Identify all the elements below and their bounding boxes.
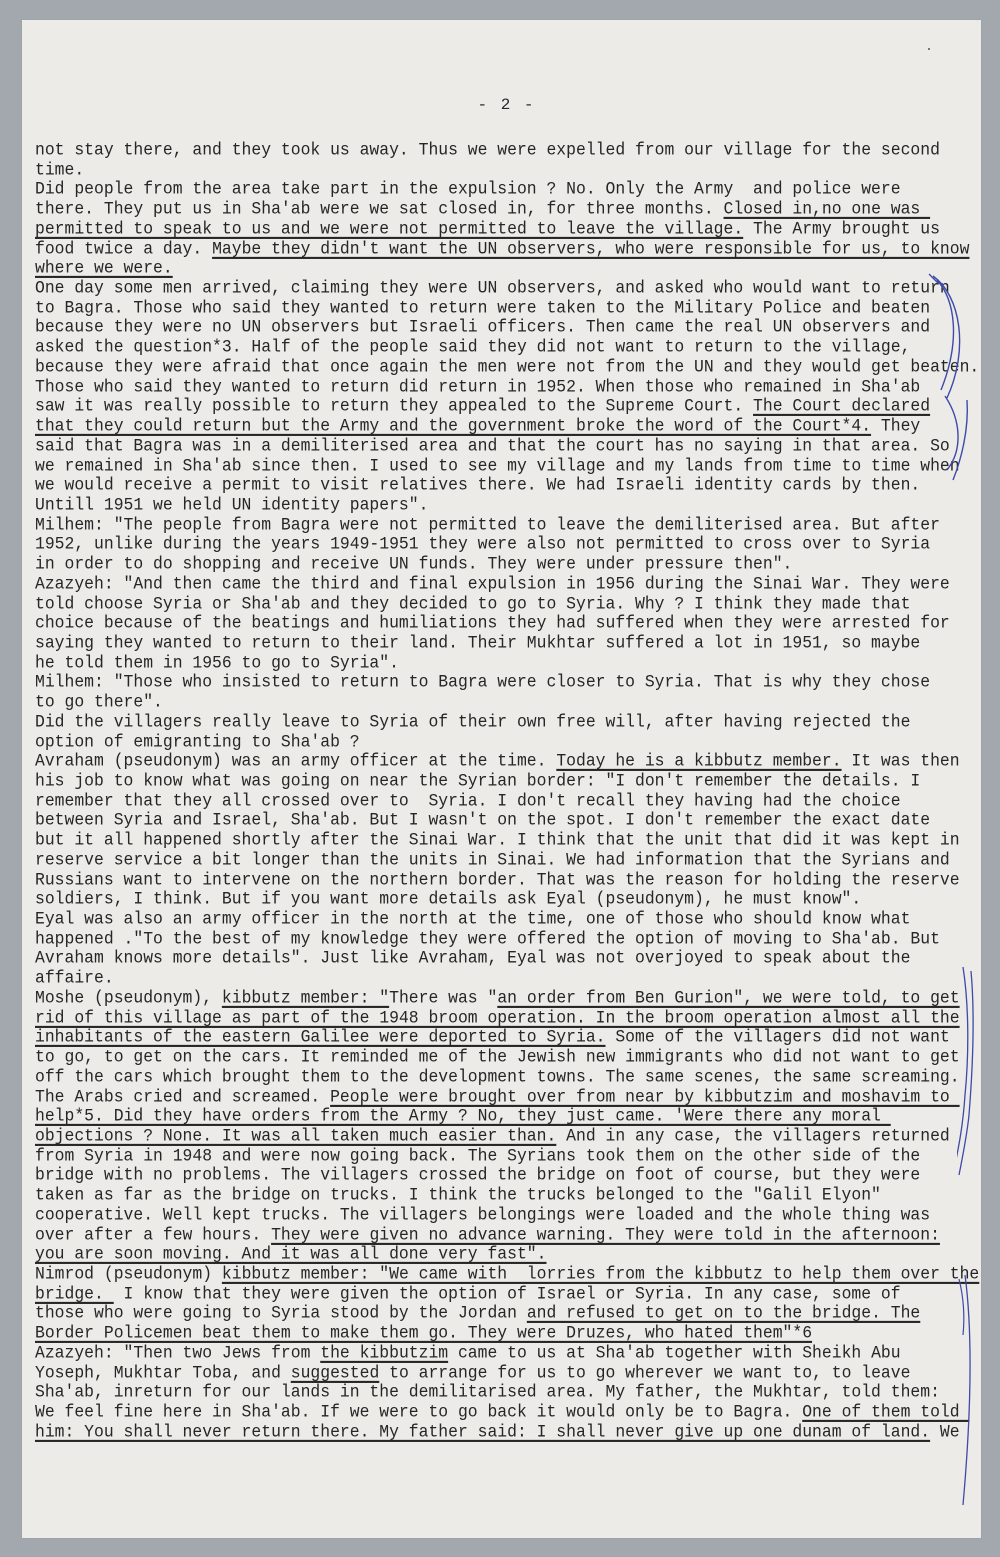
text-segment: It was then bbox=[841, 751, 960, 772]
text-segment: Milhem: "Those who insisted to return to Bagra were closer to Syria. That is why they chose bbox=[35, 672, 931, 693]
text-line bbox=[35, 968, 980, 989]
text-segment: off the cars which brought them to the development towns. The same scenes, the same screaming. bbox=[35, 1066, 960, 1087]
text-line bbox=[35, 396, 980, 417]
underlined-text: help*5. Did they have orders from the Army ? No, they just came. 'Were there any moral bbox=[35, 1106, 891, 1127]
text-line bbox=[35, 1323, 980, 1344]
text-line bbox=[35, 1284, 980, 1305]
text-line bbox=[35, 889, 980, 910]
text-line bbox=[35, 179, 980, 200]
text-segment: saying they wanted to return to their land. Their Mukhtar suffered a lot in 1951, so maybe bbox=[35, 632, 921, 653]
text-segment: asked the question*3. Half of the people said they did not want to return to the village, bbox=[35, 337, 911, 358]
underlined-text: where we were. bbox=[35, 258, 173, 279]
underlined-text: kibbutz member: "We came with lorries from the kibbutz to help them over the bbox=[221, 1263, 980, 1284]
underlined-text: bridge. bbox=[35, 1283, 114, 1304]
text-segment: his job to know what was going on near the Syrian border: "I don't remember the details. I bbox=[35, 771, 921, 791]
text-segment: We feel fine here in Sha'ab. If we were to go back it would only be to Bagra. bbox=[35, 1402, 803, 1422]
underlined-text: the kibbutzim bbox=[320, 1342, 449, 1363]
text-line bbox=[35, 1067, 980, 1088]
text-line bbox=[35, 633, 980, 654]
underlined-text: Today he is a kibbutz member. bbox=[556, 751, 842, 772]
text-line bbox=[35, 515, 980, 536]
speck-mark bbox=[928, 48, 930, 50]
text-segment: to Bagra. Those who said they wanted to return were taken to the Military Police and beaten bbox=[35, 297, 931, 318]
text-line bbox=[35, 870, 980, 891]
text-line bbox=[35, 830, 980, 851]
text-line bbox=[35, 1264, 980, 1285]
text-line bbox=[35, 456, 980, 477]
text-line bbox=[35, 850, 980, 871]
text-line bbox=[35, 594, 980, 615]
text-segment: not stay there, and they took us away. Thus we were expelled from our village for the second bbox=[35, 140, 940, 160]
text-segment: saw it was really possible to return they appealed to the Supreme Court. bbox=[35, 396, 754, 417]
text-line bbox=[35, 909, 980, 930]
text-segment: but it all happened shortly after the Sinai War. I think that the unit that did it was kept in bbox=[35, 830, 960, 851]
text-segment: told choose Syria or Sha'ab and they decided to go to Syria. Why ? I think they made that bbox=[35, 593, 911, 614]
text-line bbox=[35, 1087, 980, 1108]
text-line bbox=[35, 258, 980, 279]
text-line bbox=[35, 239, 980, 260]
text-segment: Russians want to intervene on the northern border. That was the reason for holding the reserve bbox=[35, 869, 960, 890]
text-segment: One day some men arrived, claiming they were UN observers, and asked who would want to return bbox=[35, 278, 950, 298]
text-line bbox=[35, 475, 980, 496]
text-segment: bridge with no problems. The villagers crossed the bridge on foot of course, but they were bbox=[35, 1165, 921, 1186]
text-line bbox=[35, 298, 980, 319]
text-line bbox=[35, 140, 980, 161]
text-line bbox=[35, 377, 980, 398]
text-segment: came to us at Sha'ab together with Sheikh Abu bbox=[448, 1342, 901, 1363]
text-segment: option of emigranting to Sha'ab ? bbox=[35, 731, 360, 752]
underlined-text: objections ? None. It was all taken much easier than. bbox=[35, 1125, 557, 1146]
text-segment: because they were no UN observers but Israeli officers. Then came the real UN observers and bbox=[35, 317, 931, 338]
text-segment: choice because of the beatings and humiliations they had suffered when they were arrested for bbox=[35, 613, 950, 634]
underlined-text: Maybe they didn't want the UN observers, who were responsible for us, to know bbox=[212, 238, 970, 259]
text-line bbox=[35, 732, 980, 753]
text-segment: Sha'ab, inreturn for our lands in the demilitarised area. My father, the Mukhtar, told them: bbox=[35, 1382, 940, 1403]
text-segment: Azazyeh: "And then came the third and final expulsion in 1956 during the Sinai War. They were bbox=[35, 573, 950, 594]
text-line bbox=[35, 1106, 980, 1127]
text-segment: Some of the villagers did not want bbox=[605, 1027, 950, 1048]
text-line bbox=[35, 653, 980, 674]
text-line bbox=[35, 771, 980, 792]
text-line bbox=[35, 1165, 980, 1186]
text-line bbox=[35, 574, 980, 595]
text-segment: Nimrod (pseudonym) bbox=[35, 1263, 222, 1284]
text-segment: we would receive a permit to visit relatives there. We had Israeli identity cards by then. bbox=[35, 475, 921, 496]
underlined-text: Closed in,no one was bbox=[723, 199, 931, 220]
underlined-text: him: You shall never return there. My father said: I shall never give up one dunam of land. bbox=[35, 1421, 931, 1442]
text-segment: to go there". bbox=[35, 692, 163, 713]
text-segment: to go, to get on the cars. It reminded me of the Jewish new immigrants who did not want to get bbox=[35, 1047, 960, 1068]
text-line bbox=[35, 1047, 980, 1068]
underlined-text: One of them told bbox=[802, 1402, 970, 1422]
text-line bbox=[35, 416, 980, 437]
text-segment: Untill 1951 we held UN identity papers". bbox=[35, 494, 429, 515]
text-line bbox=[35, 1027, 980, 1048]
page-number: - 2 - bbox=[477, 96, 536, 114]
underlined-text: permitted to speak to us and we were not permitted to leave the village. bbox=[35, 218, 744, 239]
text-segment: The Arabs cried and screamed. bbox=[35, 1086, 331, 1107]
text-line bbox=[35, 948, 980, 969]
text-line bbox=[35, 751, 980, 772]
text-segment: There was " bbox=[389, 987, 498, 1008]
underlined-text: The Court declared bbox=[753, 396, 931, 417]
document-page bbox=[22, 20, 981, 1538]
text-line bbox=[35, 810, 980, 831]
text-segment: Yoseph, Mukhtar Toba, and bbox=[35, 1362, 291, 1383]
text-line bbox=[35, 1205, 980, 1226]
text-segment: Azazyeh: "Then two Jews from bbox=[35, 1342, 321, 1363]
text-line bbox=[35, 554, 980, 575]
text-segment: Milhem: "The people from Bagra were not permitted to leave the demiliterised area. But after bbox=[35, 514, 940, 535]
text-segment: food twice a day. bbox=[35, 238, 213, 259]
text-line bbox=[35, 613, 980, 634]
text-line bbox=[35, 1382, 980, 1403]
text-line bbox=[35, 278, 980, 299]
text-line bbox=[35, 672, 980, 693]
text-segment: The Army brought us bbox=[743, 218, 940, 239]
underlined-text: They were given no advance warning. They were told in the afternoon: bbox=[271, 1224, 940, 1245]
text-segment: Moshe (pseudonym), bbox=[35, 987, 222, 1008]
text-line bbox=[35, 337, 980, 358]
text-segment: cooperative. Well kept trucks. The villagers belongings were loaded and the whole thing was bbox=[35, 1204, 931, 1225]
text-line bbox=[35, 1146, 980, 1167]
text-line bbox=[35, 929, 980, 950]
text-segment: And in any case, the villagers returned bbox=[556, 1125, 950, 1146]
underlined-text: inhabitants of the eastern Galilee were deported to Syria. bbox=[35, 1027, 606, 1048]
text-line bbox=[35, 436, 980, 457]
text-line bbox=[35, 1126, 980, 1147]
text-line bbox=[35, 1008, 980, 1029]
text-line bbox=[35, 1185, 980, 1206]
text-segment: said that Bagra was in a demiliterised area and that the court has no saying in that area. So bbox=[35, 435, 950, 456]
text-line bbox=[35, 357, 980, 378]
text-line bbox=[35, 317, 980, 338]
underlined-text: rid of this village as part of the 1948 broom operation. In the broom operation almost all the bbox=[35, 1007, 960, 1028]
text-line bbox=[35, 1343, 980, 1364]
text-segment: Eyal was also an army officer in the north at the time, one of those who should know what bbox=[35, 909, 911, 929]
text-segment: between Syria and Israel, Sha'ab. But I wasn't on the spot. I don't remember the exact date bbox=[35, 810, 931, 831]
text-line bbox=[35, 219, 980, 240]
text-segment: 1952, unlike during the years 1949-1951 they were also not permitted to cross over to Syria bbox=[35, 534, 931, 555]
text-line bbox=[35, 988, 980, 1009]
text-segment: reserve service a bit longer than the units in Sinai. We had information that the Syrians and bbox=[35, 849, 950, 870]
text-segment: soldiers, I think. But if you want more details ask Eyal (pseudonym), he must know". bbox=[35, 889, 862, 910]
text-segment: remember that they all crossed over to Syria. I don't recall they having had the choice bbox=[35, 790, 901, 811]
text-line bbox=[35, 1225, 980, 1246]
underlined-text: suggested bbox=[290, 1362, 380, 1383]
text-line bbox=[35, 1303, 980, 1324]
text-segment: Did people from the area take part in the expulsion ? No. Only the Army and police were bbox=[35, 179, 901, 200]
underlined-text: you are soon moving. And it was all done very fast". bbox=[35, 1244, 547, 1265]
text-segment: taken as far as the bridge on trucks. I think the trucks belonged to the "Galil Elyon" bbox=[35, 1185, 881, 1206]
underlined-text: and refused to get on to the bridge. The bbox=[526, 1303, 921, 1324]
text-line bbox=[35, 495, 980, 516]
typed-body-text bbox=[35, 141, 980, 1442]
text-segment: We bbox=[930, 1421, 960, 1442]
underlined-text: kibbutz member: " bbox=[221, 987, 390, 1008]
text-segment: They bbox=[871, 416, 921, 437]
text-line bbox=[35, 160, 980, 181]
text-line bbox=[35, 534, 980, 555]
text-segment: happened ."To the best of my knowledge they were offered the option of moving to Sha'ab. But bbox=[35, 928, 940, 949]
text-segment: I know that they were given the option of Israel or Syria. In any case, some of bbox=[113, 1283, 901, 1304]
underlined-text: an order from Ben Gurion", we were told, to get bbox=[497, 987, 960, 1008]
text-line bbox=[35, 1402, 980, 1423]
text-segment: Did the villagers really leave to Syria of their own free will, after having rejected the bbox=[35, 711, 911, 732]
text-line bbox=[35, 199, 980, 220]
text-line bbox=[35, 791, 980, 812]
underlined-text: that they could return but the Army and the government broke the word of the Court*4. bbox=[35, 416, 872, 437]
text-segment: Those who said they wanted to return did return in 1952. When those who remained in Sha'ab bbox=[35, 376, 921, 397]
underlined-text: Border Policemen beat them to make them go. They were Druzes, who hated them"*6 bbox=[35, 1323, 813, 1344]
text-segment: Avraham (pseudonym) was an army officer at the time. bbox=[35, 751, 557, 772]
text-line bbox=[35, 692, 980, 713]
text-segment: those who were going to Syria stood by the Jordan bbox=[35, 1303, 527, 1324]
text-segment: over after a few hours. bbox=[35, 1224, 272, 1245]
text-segment: time. bbox=[35, 159, 85, 180]
text-segment: there. They put us in Sha'ab were we sat closed in, for three months. bbox=[35, 199, 724, 220]
text-segment: in order to do shopping and receive UN funds. They were under pressure then". bbox=[35, 554, 793, 575]
text-line bbox=[35, 1422, 980, 1443]
underlined-text: People were brought over from near by kibbutzim and moshavim to bbox=[330, 1086, 960, 1107]
text-segment: from Syria in 1948 and were now going back. The Syrians took them on the other side of the bbox=[35, 1145, 921, 1166]
text-segment: affaire. bbox=[35, 968, 114, 989]
text-segment: we remained in Sha'ab since then. I used to see my village and my lands from time to time when bbox=[35, 455, 960, 476]
text-line bbox=[35, 1244, 980, 1265]
text-line bbox=[35, 712, 980, 733]
text-segment: to arrange for us to go wherever we want to, to leave bbox=[379, 1362, 911, 1383]
text-segment: he told them in 1956 to go to Syria". bbox=[35, 652, 399, 673]
text-segment: Avraham knows more details". Just like Avraham, Eyal was not overjoyed to speak about the bbox=[35, 948, 911, 969]
text-line bbox=[35, 1363, 980, 1384]
text-segment: because they were afraid that once again the men were not from the UN and they would get beaten. bbox=[35, 356, 980, 377]
